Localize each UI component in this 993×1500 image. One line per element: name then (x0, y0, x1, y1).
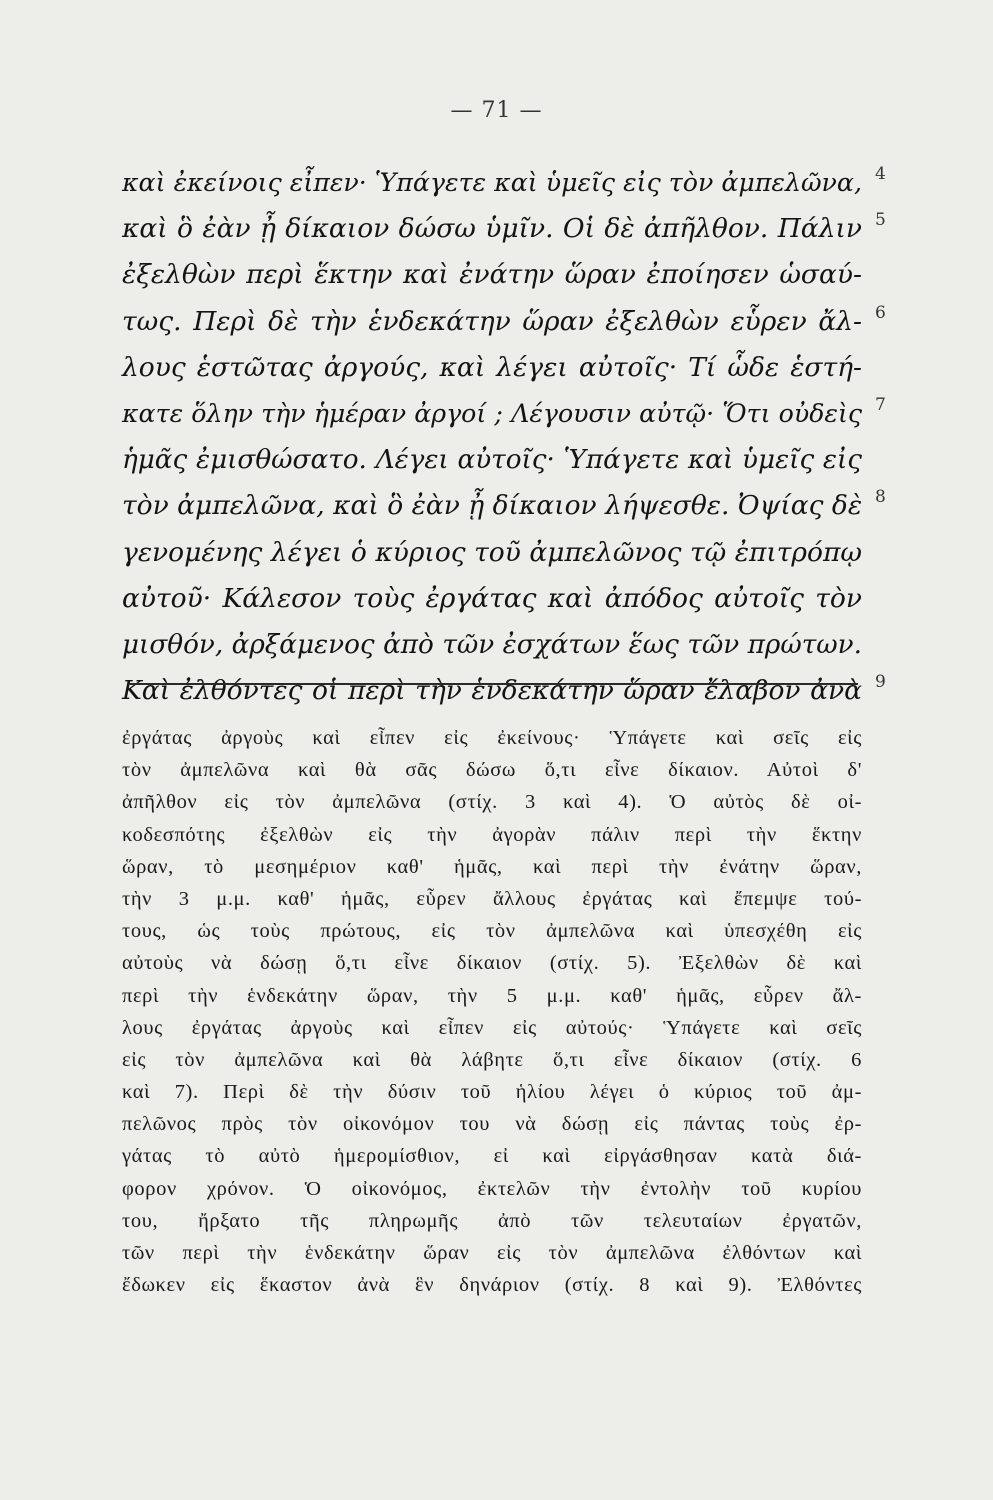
scripture-line: τὸν ἀμπελῶνα, καὶ ὃ ἐὰν ᾖ δίκαιον λήψεσθε. Ὀψίας δὲ (122, 490, 863, 522)
commentary-line: ἐργάτας ἀργοὺς καὶ εἶπεν εἰς ἐκείνους· Ὑπάγετε καὶ σεῖς εἰς (122, 727, 862, 749)
commentary-line: του, ἤρξατο τῆς πληρωμῆς ἀπὸ τῶν τελευταίων ἐργατῶν, (122, 1209, 862, 1232)
verse-number: 7 (875, 395, 886, 415)
commentary-line: εἰς τὸν ἀμπελῶνα καὶ θὰ λάβητε ὅ,τι εἶνε δίκαιον (στίχ. 6 (122, 1048, 862, 1071)
verse-number: 6 (875, 302, 886, 323)
scripture-text (122, 160, 862, 714)
section-divider (128, 683, 858, 685)
commentary-line: τὸν ἀμπελῶνα καὶ θὰ σᾶς δώσω ὅ,τι εἶνε δίκαιον. Αὐτοὶ δ' (122, 759, 862, 782)
commentary-line: περὶ τὴν ἑνδεκάτην ὥραν, τὴν 5 μ.μ. καθ' ἡμᾶς, εὗρεν ἄλ- (122, 984, 862, 1007)
scripture-line: κατε ὅλην τὴν ἡμέραν ἀργοί ; Λέγουσιν αὐτῷ· Ὅτι οὐδεὶς (122, 398, 862, 428)
page-number: — 71 — (450, 98, 543, 123)
scripture-line: αὐτοῦ· Κάλεσον τοὺς ἐργάτας καὶ ἀπόδος αὐτοῖς τὸν (122, 582, 862, 614)
scripture-line: λους ἑστῶτας ἀργούς, καὶ λέγει αὐτοῖς· Τί ὧδε ἑστή- (122, 351, 862, 383)
commentary-line: λους ἐργάτας ἀργοὺς καὶ εἶπεν εἰς αὐτούς· Ὑπάγετε καὶ σεῖς (122, 1016, 862, 1039)
scripture-line: ἡμᾶς ἐμισθώσατο. Λέγει αὐτοῖς· Ὑπάγετε καὶ ὑμεῖς εἰς (122, 445, 862, 476)
commentary-line: τῶν περὶ τὴν ἑνδεκάτην ὥραν εἰς τὸν ἀμπελῶνα ἐλθόντων καὶ (122, 1242, 862, 1264)
verse-number: 4 (875, 164, 886, 184)
scripture-line: ἐξελθὼν περὶ ἕκτην καὶ ἐνάτην ὥραν ἐποίησεν ὡσαύ- (122, 259, 862, 291)
commentary-text (122, 722, 862, 1301)
commentary-line: καὶ 7). Περὶ δὲ τὴν δύσιν τοῦ ἡλίου λέγει ὁ κύριος τοῦ ἀμ- (122, 1081, 862, 1104)
commentary-line: ὥραν, τὸ μεσημέριον καθ' ἡμᾶς, καὶ περὶ τὴν ἐνάτην ὥραν, (122, 855, 862, 878)
commentary-line: ἀπῆλθον εἰς τὸν ἀμπελῶνα (στίχ. 3 καὶ 4). Ὁ αὐτὸς δὲ οἰ- (122, 791, 862, 814)
scripture-line: μισθόν, ἀρξάμενος ἀπὸ τῶν ἐσχάτων ἕως τῶν πρώτων. (122, 629, 862, 660)
commentary-line: πελῶνος πρὸς τὸν οἰκονόμον του νὰ δώσῃ εἰς πάντας τοὺς ἐρ- (122, 1113, 862, 1136)
verse-number: 8 (875, 487, 886, 508)
commentary-line: κοδεσπότης ἐξελθὼν εἰς τὴν ἀγορὰν πάλιν περὶ τὴν ἕκτην (122, 823, 862, 846)
commentary-line: τους, ὡς τοὺς πρώτους, εἰς τὸν ἀμπελῶνα καὶ ὑπεσχέθη εἰς (122, 920, 862, 943)
verse-number: 5 (875, 210, 886, 231)
scripture-line: τως. Περὶ δὲ τὴν ἑνδεκάτην ὥραν ἐξελθὼν εὗρεν ἄλ- (122, 305, 862, 337)
scripture-line: καὶ ὃ ἐὰν ᾖ δίκαιον δώσω ὑμῖν. Οἱ δὲ ἀπῆλθον. Πάλιν (122, 213, 862, 245)
commentary-line: φορον χρόνον. Ὁ οἰκονόμος, ἐκτελῶν τὴν ἐντολὴν τοῦ κυρίου (122, 1177, 862, 1200)
commentary-line: γάτας τὸ αὐτὸ ἡμερομίσθιον, εἰ καὶ εἰργάσθησαν κατὰ διά- (122, 1145, 862, 1168)
commentary-line: αὐτοὺς νὰ δώσῃ ὅ,τι εἶνε δίκαιον (στίχ. 5). Ἐξελθὼν δὲ καὶ (122, 952, 862, 975)
scripture-line: καὶ ἐκείνοις εἶπεν· Ὑπάγετε καὶ ὑμεῖς εἰς τὸν ἀμπελῶνα, (122, 168, 862, 197)
scripture-line: Καὶ ἐλθόντες οἱ περὶ τὴν ἑνδεκάτην ὥραν ἔλαβον ἀνὰ (122, 675, 862, 707)
verse-number: 9 (875, 672, 886, 693)
commentary-line: τὴν 3 μ.μ. καθ' ἡμᾶς, εὗρεν ἄλλους ἐργάτας καὶ ἔπεμψε τού- (122, 887, 862, 910)
scripture-line: γενομένης λέγει ὁ κύριος τοῦ ἀμπελῶνος τῷ ἐπιτρόπῳ (122, 536, 862, 568)
commentary-line: ἔδωκεν εἰς ἕκαστον ἀνὰ ἓν δηνάριον (στίχ. 8 καὶ 9). Ἐλθόντες (122, 1274, 862, 1297)
